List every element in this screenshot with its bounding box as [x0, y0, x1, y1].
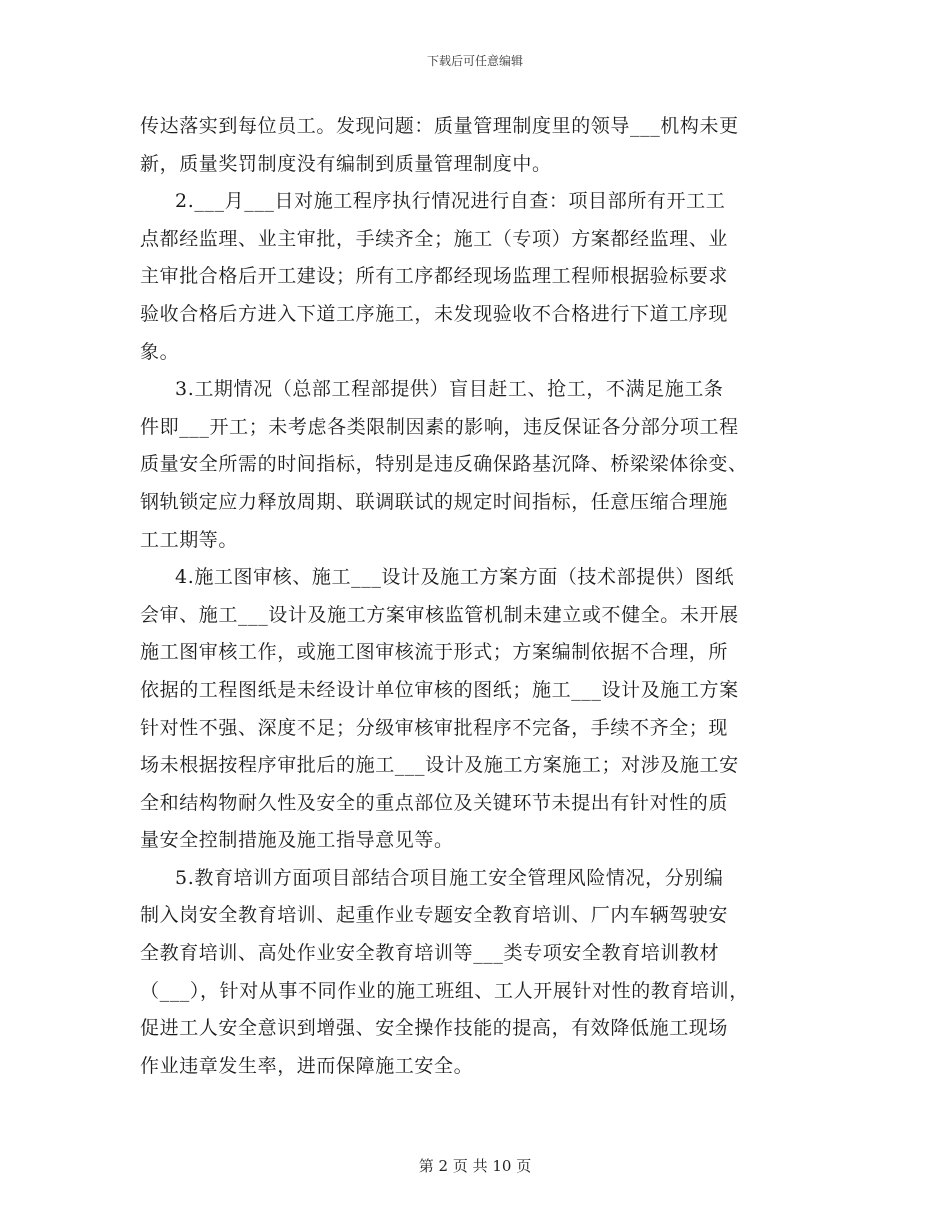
- body-text: [140, 108, 815, 1085]
- text-line: 全教育培训、高处作业安全教育培训等___类专项安全教育培训教材: [140, 942, 720, 965]
- text-line: 新，质量奖罚制度没有编制到质量管理制度中。: [140, 152, 552, 175]
- header-note: 下载后可任意编辑: [426, 54, 523, 68]
- text-line: 依据的工程图纸是未经设计单位审核的图纸；施工___设计及施工方案: [140, 678, 739, 701]
- text-line: （___），针对从事不同作业的施工班组、工人开展针对性的教育培训，: [140, 979, 749, 1002]
- text-line: 促进工人安全意识到增强、安全操作技能的提高，有效降低施工现场: [140, 1017, 729, 1040]
- text-line: 全和结构物耐久性及安全的重点部位及关键环节未提出有针对性的质: [140, 791, 729, 814]
- text-line: 质量安全所需的时间指标，特别是违反确保路基沉降、桥梁梁体徐变、: [140, 453, 748, 476]
- text-line: 会审、施工___设计及施工方案审核监管机制未建立或不健全。未开展: [140, 603, 739, 626]
- text-line: 传达落实到每位员工。发现问题：质量管理制度里的领导___机构未更: [140, 115, 739, 137]
- page-number: 第 2 页 共 10 页: [418, 1157, 532, 1175]
- text-line: 针对性不强、深度不足；分级审核审批程序不完备，手续不齐全；现: [140, 716, 729, 739]
- text-line: 4.施工图审核、施工___设计及施工方案方面（技术部提供）图纸: [175, 566, 735, 589]
- text-line: 象。: [140, 340, 180, 363]
- text-line: 场未根据按程序审批后的施工___设计及施工方案施工；对涉及施工安: [140, 754, 739, 777]
- text-line: 钢轨锁定应力释放周期、联调联试的规定时间指标，任意压缩合理施: [140, 490, 729, 513]
- text-line: 施工图审核工作，或施工图审核流于形式；方案编制依据不合理，所: [140, 641, 729, 664]
- text-line: 点都经监理、业主审批，手续齐全；施工（专项）方案都经监理、业: [140, 227, 729, 250]
- text-line: 2.___月___日对施工程序执行情况进行自查：项目部所有开工工: [175, 190, 726, 213]
- text-line: 量安全控制措施及施工指导意见等。: [140, 829, 454, 852]
- text-line: 制入岗安全教育培训、起重作业专题安全教育培训、厂内车辆驾驶安: [140, 904, 729, 927]
- text-line: 3.工期情况（总部工程部提供）盲目赶工、抢工，不满足施工条: [175, 378, 724, 401]
- text-line: 验收合格后方进入下道工序施工，未发现验收不合格进行下道工序现: [140, 302, 729, 325]
- text-line: 5.教育培训方面项目部结合项目施工安全管理风险情况，分别编: [175, 866, 724, 889]
- text-line: 工工期等。: [140, 528, 239, 551]
- text-line: 作业违章发生率，进而保障施工安全。: [140, 1054, 474, 1077]
- text-line: 主审批合格后开工建设；所有工序都经现场监理工程师根据验标要求: [140, 265, 729, 288]
- text-line: 件即___开工；未考虑各类限制因素的影响，违反保证各分部分项工程: [140, 415, 739, 438]
